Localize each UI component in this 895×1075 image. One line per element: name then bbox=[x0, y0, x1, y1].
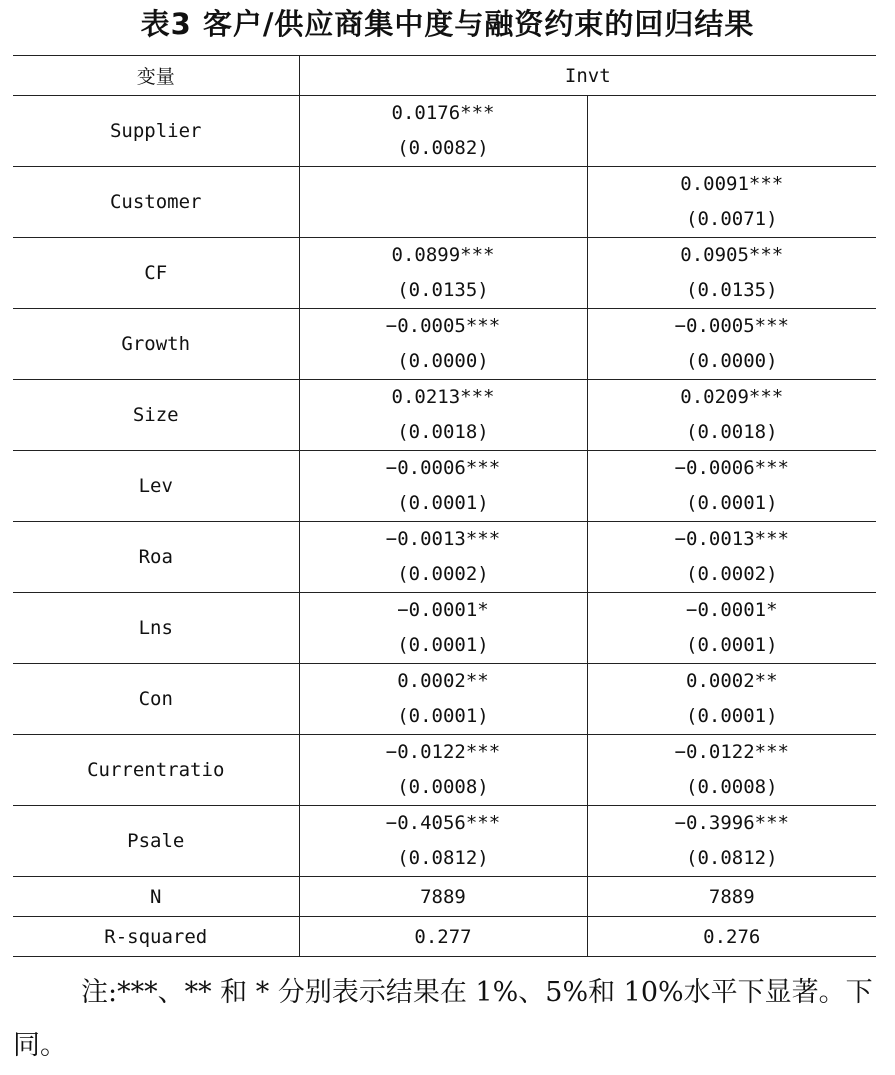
model-2-cell bbox=[587, 664, 876, 735]
model-2-cell bbox=[587, 593, 876, 664]
coefficient: −0.3996*** bbox=[674, 812, 789, 834]
variable-name: Growth bbox=[121, 333, 191, 355]
variable-name-cell bbox=[13, 167, 299, 238]
standard-error: (0.0812) bbox=[686, 847, 778, 869]
variable-name: Customer bbox=[109, 191, 202, 213]
variable-name-cell bbox=[13, 806, 299, 877]
model-1-cell bbox=[299, 380, 587, 451]
table-note: 注:***、** 和 * 分别表示结果在 1%、5%和 10%水平下显著。下同。 bbox=[13, 977, 873, 1061]
table-header-row bbox=[13, 56, 876, 96]
standard-error: (0.0001) bbox=[686, 492, 778, 514]
coefficient: −0.0006*** bbox=[385, 457, 501, 479]
table-row bbox=[13, 593, 876, 664]
stat-name: N bbox=[13, 877, 299, 917]
variable-name-cell bbox=[13, 593, 299, 664]
model-1-cell bbox=[299, 96, 587, 167]
coefficient: 0.0176*** bbox=[391, 102, 495, 124]
coefficient: 0.0091*** bbox=[680, 173, 784, 195]
standard-error: (0.0000) bbox=[686, 350, 778, 372]
coefficient: −0.0006*** bbox=[674, 457, 789, 479]
standard-error: (0.0082) bbox=[397, 137, 489, 159]
standard-error: (0.0002) bbox=[397, 563, 489, 585]
variable-name: Roa bbox=[138, 546, 173, 568]
table-row bbox=[13, 238, 876, 309]
model-2-cell bbox=[587, 806, 876, 877]
model-2-cell bbox=[587, 451, 876, 522]
stat-value-model-1: 0.277 bbox=[299, 917, 587, 957]
standard-error: (0.0135) bbox=[686, 279, 778, 301]
standard-error: (0.0018) bbox=[686, 421, 778, 443]
model-1-cell bbox=[299, 309, 587, 380]
model-2-cell bbox=[587, 522, 876, 593]
model-2-cell bbox=[587, 167, 876, 238]
variable-name: Size bbox=[132, 404, 179, 426]
variable-name-cell bbox=[13, 664, 299, 735]
standard-error: (0.0018) bbox=[397, 421, 489, 443]
model-1-cell bbox=[299, 167, 587, 238]
model-1-cell bbox=[299, 522, 587, 593]
variable-name-cell bbox=[13, 309, 299, 380]
standard-error: (0.0002) bbox=[686, 563, 778, 585]
standard-error: (0.0001) bbox=[686, 705, 778, 727]
coefficient: 0.0002** bbox=[686, 670, 778, 692]
variable-name: Con bbox=[138, 688, 173, 710]
table-row bbox=[13, 735, 876, 806]
stat-value-model-1: 7889 bbox=[299, 877, 587, 917]
standard-error: (0.0812) bbox=[397, 847, 489, 869]
model-1-cell bbox=[299, 593, 587, 664]
coefficient: −0.0122*** bbox=[385, 741, 501, 763]
table-row bbox=[13, 167, 876, 238]
standard-error: (0.0071) bbox=[686, 208, 778, 230]
coefficient: −0.0013*** bbox=[674, 528, 789, 550]
standard-error: (0.0000) bbox=[397, 350, 489, 372]
regression-table bbox=[13, 55, 876, 957]
header-dependent-variable: Invt bbox=[299, 56, 876, 96]
model-1-cell bbox=[299, 806, 587, 877]
header-variable: 变量 bbox=[13, 56, 299, 96]
stat-row bbox=[13, 877, 876, 917]
model-2-cell bbox=[587, 238, 876, 309]
table-row bbox=[13, 522, 876, 593]
standard-error: (0.0001) bbox=[397, 492, 489, 514]
standard-error: (0.0001) bbox=[397, 634, 489, 656]
stat-row bbox=[13, 917, 876, 957]
coefficient: 0.0899*** bbox=[391, 244, 495, 266]
stat-value-model-2: 7889 bbox=[587, 877, 876, 917]
variable-name-cell bbox=[13, 735, 299, 806]
coefficient: −0.0001* bbox=[686, 599, 778, 621]
table-title: 表3 客户/供应商集中度与融资约束的回归结果 bbox=[140, 7, 755, 41]
coefficient: 0.0905*** bbox=[680, 244, 784, 266]
variable-name-cell bbox=[13, 451, 299, 522]
variable-name-cell bbox=[13, 96, 299, 167]
model-1-cell bbox=[299, 664, 587, 735]
variable-name-cell bbox=[13, 238, 299, 309]
model-1-cell bbox=[299, 451, 587, 522]
coefficient: 0.0209*** bbox=[680, 386, 784, 408]
stat-value-model-2: 0.276 bbox=[587, 917, 876, 957]
standard-error: (0.0008) bbox=[686, 776, 778, 798]
table-row bbox=[13, 806, 876, 877]
variable-name-cell bbox=[13, 522, 299, 593]
coefficient: 0.0002** bbox=[397, 670, 489, 692]
coefficient: −0.0122*** bbox=[674, 741, 789, 763]
model-2-cell bbox=[587, 735, 876, 806]
model-1-cell bbox=[299, 735, 587, 806]
table-row bbox=[13, 664, 876, 735]
table-body bbox=[13, 96, 876, 957]
coefficient: −0.0013*** bbox=[385, 528, 501, 550]
table-row bbox=[13, 451, 876, 522]
variable-name: Psale bbox=[127, 830, 185, 852]
variable-name: CF bbox=[144, 262, 168, 284]
model-2-cell bbox=[587, 96, 876, 167]
variable-name-cell bbox=[13, 380, 299, 451]
model-2-cell bbox=[587, 380, 876, 451]
model-1-cell bbox=[299, 238, 587, 309]
standard-error: (0.0001) bbox=[686, 634, 778, 656]
coefficient: −0.4056*** bbox=[385, 812, 501, 834]
standard-error: (0.0008) bbox=[397, 776, 489, 798]
coefficient: 0.0213*** bbox=[391, 386, 495, 408]
variable-name: Supplier bbox=[109, 120, 202, 142]
coefficient: −0.0001* bbox=[397, 599, 489, 621]
variable-name: Currentratio bbox=[87, 759, 225, 781]
table-row bbox=[13, 380, 876, 451]
variable-name: Lns bbox=[138, 617, 173, 639]
coefficient: −0.0005*** bbox=[674, 315, 789, 337]
table-row bbox=[13, 96, 876, 167]
standard-error: (0.0135) bbox=[397, 279, 489, 301]
table-row bbox=[13, 309, 876, 380]
stat-name: R-squared bbox=[13, 917, 299, 957]
standard-error: (0.0001) bbox=[397, 705, 489, 727]
model-2-cell bbox=[587, 309, 876, 380]
variable-name: Lev bbox=[138, 475, 173, 497]
coefficient: −0.0005*** bbox=[385, 315, 501, 337]
